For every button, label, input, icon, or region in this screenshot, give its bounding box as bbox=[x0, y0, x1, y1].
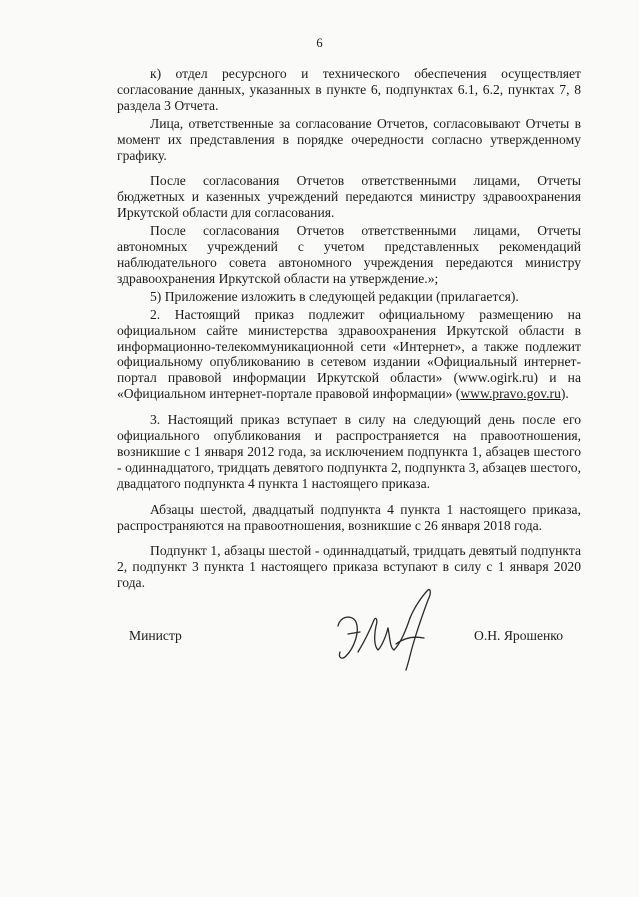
paragraph-resource-department: к) отдел ресурсного и технического обеспечения осуществляет согласование данных, указанных в пункте 6, подпунктах 6.1, 6.2, пунктах 7, 8 раздела 3 Отчета. bbox=[117, 66, 581, 113]
document-body bbox=[117, 66, 581, 591]
paragraph-2020-effective: Подпункт 1, абзацы шестой - одиннадцатый, тридцать девятый подпункта 2, подпункт 3 пункта 1 настоящего приказа вступают в силу с 1 января 2020 года. bbox=[117, 543, 581, 591]
paragraph-autonomous-institutions: После согласования Отчетов ответственными лицами, Отчеты автономных учреждений с учетом представленных рекомендаций наблюдательного совета автономного учреждения передаются министру здравоохранения Иркутской области на утверждение.»; bbox=[117, 223, 581, 286]
page-number: 6 bbox=[316, 36, 323, 50]
signature-block bbox=[117, 590, 581, 680]
paragraph-publication bbox=[117, 307, 581, 402]
paragraph-budget-institutions: После согласования Отчетов ответственными лицами, Отчеты бюджетных и казенных учреждений передаются министру здравоохранения Иркутской области для согласования. bbox=[117, 173, 581, 221]
paragraph-2018-applicability: Абзацы шестой, двадцатый подпункта 4 пункта 1 настоящего приказа, распространяются на правоотношения, возникшие с 26 января 2018 года. bbox=[117, 501, 581, 533]
signer-name: О.Н. Ярошенко bbox=[474, 628, 563, 643]
paragraph-responsible-persons: Лица, ответственные за согласование Отчетов, согласовывают Отчеты в момент их представления в порядке очередности согласно утвержденному графику. bbox=[117, 115, 581, 163]
pravo-gov-link[interactable]: www.pravo.gov.ru bbox=[460, 386, 561, 402]
paragraph-appendix: 5) Приложение изложить в следующей редакции (прилагается). bbox=[150, 288, 519, 304]
publication-text: 2. Настоящий приказ подлежит официальному размещению на официальном сайте министерства здравоохранения Иркутской области в информационно-телекоммуникационной сети «Интернет», а также подлежит официальному опубликованию в сетевом издании «Официальный интернет-портал правовой информации Иркутской области» (www.ogirk.ru) и на «Официальном интернет-портале правовой информации» ( bbox=[117, 306, 581, 402]
paragraph-effective-date: 3. Настоящий приказ вступает в силу на следующий день после его официального опубликования и распространяется на правоотношения, возникшие с 1 января 2012 года, за исключением подпункта 1, абзацев шестого - одиннадцатого, тридцать девятого подпункта 2, подпункта 3, абзацев шестого, двадцатого подпункта 4 пункта 1 настоящего приказа. bbox=[117, 412, 581, 491]
handwritten-signature-icon bbox=[330, 586, 446, 678]
signer-title: Министр bbox=[129, 628, 182, 643]
publication-text-end: ). bbox=[560, 386, 569, 402]
